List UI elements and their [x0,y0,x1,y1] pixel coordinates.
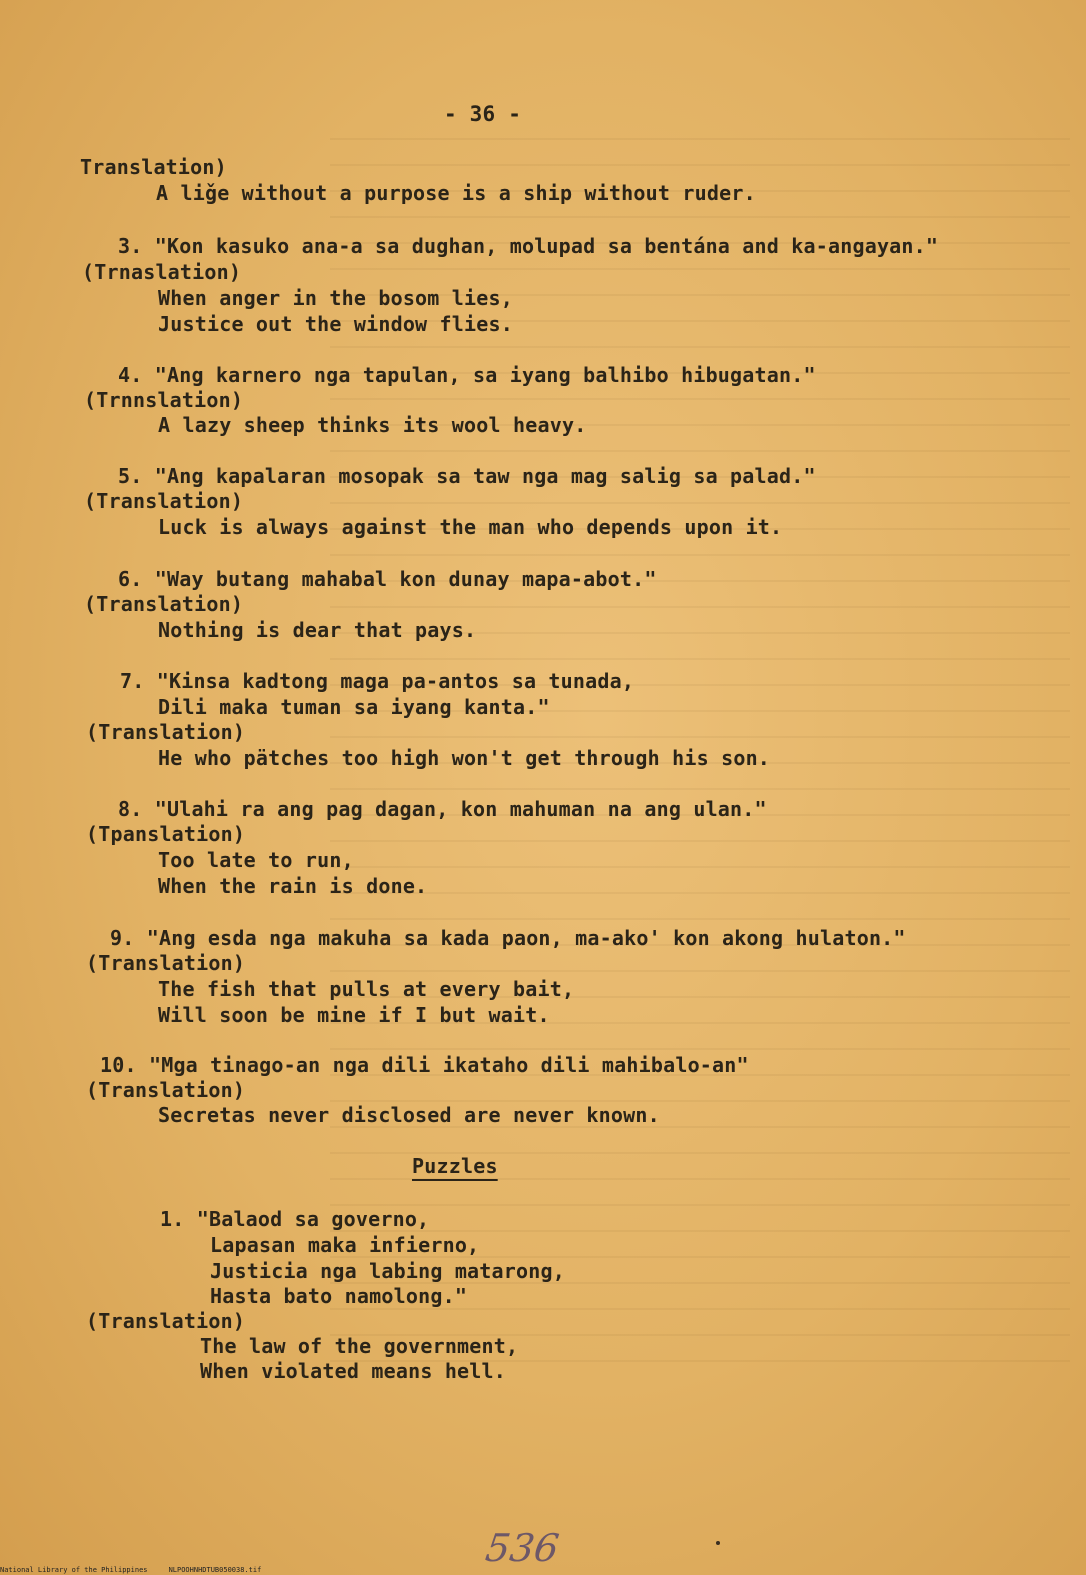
text-line: Will soon be mine if I but wait. [158,1003,550,1027]
section-heading: Puzzles [412,1154,498,1178]
text-line: Lapasan maka infierno, [210,1233,480,1257]
text-line: (Trnaslation) [82,260,242,284]
text-line: 4. "Ang karnero nga tapulan, sa iyang balhibo hibugatan." [118,363,816,387]
text-line: Secretas never disclosed are never known. [158,1103,660,1127]
text-line: 3. "Kon kasuko ana-a sa dughan, molupad sa bentána and ka-angayan." [118,234,939,258]
text-line: (Tpanslation) [86,822,246,846]
text-line: Translation) [80,155,227,179]
text-line: When violated means hell. [200,1359,507,1383]
text-line: When the rain is done. [158,874,428,898]
text-line: Nothing is dear that pays. [158,618,477,642]
text-line: (Translation) [86,951,246,975]
text-line: 9. "Ang esda nga makuha sa kada paon, ma-ako' kon akong hulaton." [110,926,906,950]
text-line: A liǧe without a purpose is a ship without ruder. [156,181,756,205]
text-line: The fish that pulls at every bait, [158,977,575,1001]
text-line: (Translation) [84,489,244,513]
text-line: (Translation) [86,1309,246,1333]
text-line: 7. "Kinsa kadtong maga pa-antos sa tunada, [120,669,635,693]
text-line: 6. "Way butang mahabal kon dunay mapa-abot." [118,567,657,591]
text-line: (Trnnslation) [84,388,244,412]
ink-dot [716,1541,720,1545]
text-line: 1. "Balaod sa governo, [160,1207,430,1231]
text-line: Justicia nga labing matarong, [210,1259,565,1283]
text-line: Hasta bato namolong." [210,1284,468,1308]
text-line: Luck is always against the man who depends upon it. [158,515,783,539]
text-line: Dili maka tuman sa iyang kanta." [158,695,550,719]
text-line: Too late to run, [158,848,354,872]
text-line: A lazy sheep thinks its wool heavy. [158,413,587,437]
text-line: Justice out the window flies. [158,312,513,336]
page-number: - 36 - [444,102,522,126]
scan-footer: National Library of the Philippines NLPOOHNHDTUB050038.tif [0,1566,262,1574]
text-line: (Translation) [84,592,244,616]
text-line: When anger in the bosom lies, [158,286,513,310]
text-line: (Translation) [86,720,246,744]
text-line: 5. "Ang kapalaran mosopak sa taw nga mag salig sa palad." [118,464,816,488]
handwritten-folio-number: 536 [482,1526,562,1570]
text-line: 8. "Ulahi ra ang pag dagan, kon mahuman na ang ulan." [118,797,767,821]
text-line: (Translation) [86,1078,246,1102]
text-line: The law of the government, [200,1334,519,1358]
text-line: 10. "Mga tinago-an nga dili ikataho dili mahibalo-an" [100,1053,749,1077]
text-line: He who pätches too high won't get through his son. [158,746,771,770]
